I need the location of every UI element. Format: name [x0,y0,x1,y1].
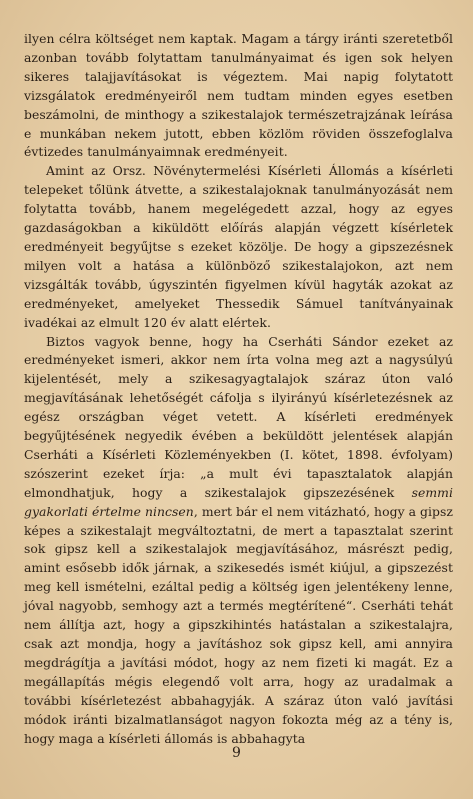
page-number: 9 [232,745,241,761]
paragraph-3 [24,333,453,749]
paragraph-1: ilyen célra költséget nem kaptak. Magam a tárgy iránti szeretetből azonban tovább folytattam tanulmányaimat és igen sok helyen sikeres talajjavításokat is végeztem. Mai napig folytatott vizsgálatok eredményeiről nem tudtam minden egyes esetben beszámolni, de minthogy a szikestalajok természetrajzának leírása e munkában nekem jutott, ebben közlöm röviden összefoglalva évtizedes tanulmányaimnak eredményeit. [24,31,453,160]
paragraph-3-start: Biztos vagyok benne, hogy ha Cserháti Sándor ezeket az eredményeket ismeri, akkor nem írta volna meg azt a nagysúlyú kijelentését, mely a szikesagyagtalajok száraz úton való megjavításának lehetőségét cáfolja s ilyirányú kísérletezésnek az egész országban véget vetett. A kísérleti eredmények begyűjtésének negyedik évében a beküldött jelentések alapján Cserháti a Kísérleti Közleményekben (I. kötet, 1898. évfolyam) szószerint ezeket írja: „a mult évi tapasztalatok alapján elmondhatjuk, hogy a szikestalajok gipszezésének [24,333,453,500]
paragraph-3-end: , mert bár el nem vitázható, hogy a gipsz képes a szikestalajt megváltoztatni, de mert a tapasztalat szerint sok gipsz kell a szikestalajok megjavításához, másrészt pedig, amint esősebb idők járnak, a szikesedés ismét kiújul, a gipszezést meg kell ismételni, ezáltal pedig a költség igen jelentékeny lenne, jóval nagyobb, semhogy azt a termés megtérítené“. Cserháti tehát nem állítja azt, hogy a gipszkihintés hatástalan a szikestalajra, csak azt mondja, hogy a javításhoz sok gipsz kell, ami annyira megdrágítja a javítási módot, hogy az nem fizeti ki magát. Ez a megállapítás mégis elegendő volt arra, hogy az uradalmak a további kísérletezést abbahagyják. A száraz úton való javítási módok iránti bizalmatlanságot nagyon fokozta még az a tény is, hogy maga a kísérleti állomás is abbahagyta [24,503,454,746]
paragraph-3-italic-phrase: semmi gyakorlati értelme nincsen [24,484,453,519]
paragraph-2: Amint az Orsz. Növénytermelési Kísérleti Állomás a kísérleti telepeket tőlünk átvette, a szikestalajoknak tanulmányozását nem folytatta tovább, hanem megelégedett azzal, hogy az egyes gazdaságokban a kiküldött előírás alapján végzett kísérletek eredményeit begyűjtse s ezeket közölje. De hogy a gipszezésnek milyen volt a hatása a különböző szikestalajokon, azt nem vizsgálták tovább, úgyszintén figyelmen kívül hagyták azokat az eredményeket, amelyeket Thessedik Sámuel tanítványainak ivadékai az elmult 120 év alatt elértek. [24,163,453,330]
page-body [24,30,453,748]
